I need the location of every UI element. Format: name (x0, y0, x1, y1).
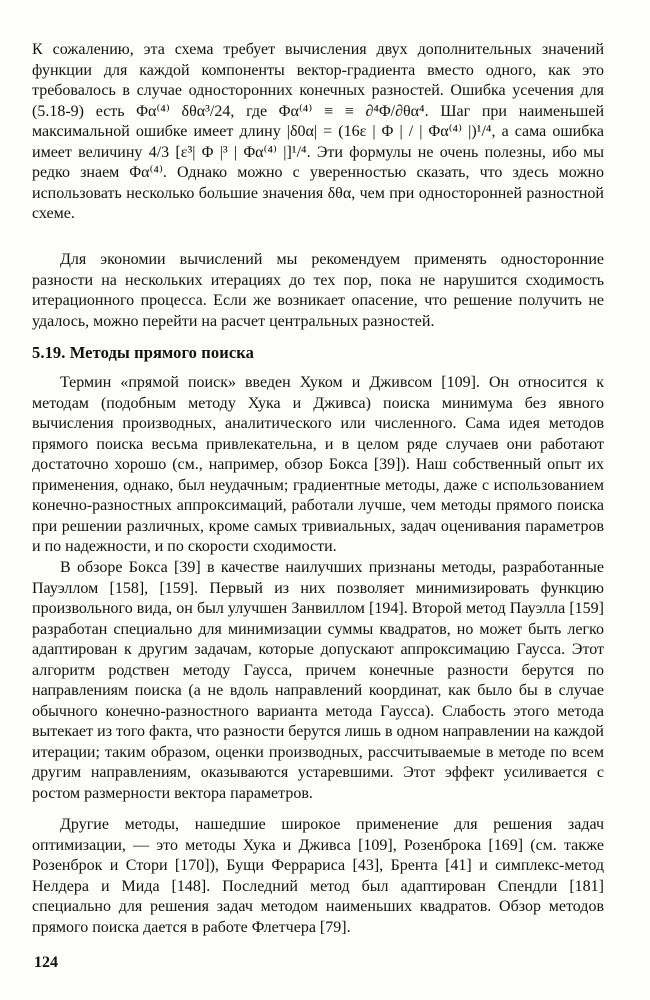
paragraph-other-methods: Другие методы, нашедшие широкое применение для решения задач оптимизации, — это методы Хука и Дживса [109], Розенброка [169] (см. также Розенброк и Стори [170]), Бущи Феррариса [43], Брента [41] и симплекс-метод Нелдера и Мида [148]. Последний метод был адаптирован Спендли [181] специально для решения задач методом наименьших квадратов. Обзор методов прямого поиска дается в работе Флетчера [79]. (32, 816, 604, 936)
paragraph-direct-search-intro: Термин «прямой поиск» введен Хуком и Дживсом [109]. Он относится к методам (подобным методу Хука и Дживса) поиска минимума без явного вычисления производных, аналитического или численного. Сама идея методов прямого поиска весьма привлекательна, и в целом ряде случаев они работают достаточно хорошо (см., например, обзор Бокса [39]). Наш собственный опыт их применения, однако, был неудачным; градиентные методы, даже с использованием конечно-разностных аппроксимаций, работали лучше, чем методы прямого поиска при решении различных, кроме самых тривиальных, задач оценивания параметров и по надежности, и по скорости сходимости. (32, 374, 604, 556)
page-number: 124 (34, 954, 58, 971)
paragraph-truncation-error: К сожалению, эта схема требует вычисления двух дополнительных значений функции для каждой компоненты вектор-градиента вместо одного, как это требовалось в случае односторонних конечных разностей. Ошибка усечения для (5.18-9) есть Φα⁽⁴⁾ δθα³/24, где Φα⁽⁴⁾ ≡ ≡ ∂⁴Φ/∂θα⁴. Шаг при наименьшей максимальной ошибке имеет длину |δ0α| = (16ε | Φ | / | Φα⁽⁴⁾ |)¹/⁴, а сама ошибка имеет величину 4/3 [ε³| Φ |³ | Φα⁽⁴⁾ |]¹/⁴. Эти формулы не очень полезны, ибо мы редко знаем Φα⁽⁴⁾. Однако можно с уверенностью сказать, что здесь можно использовать несколько большие значения δθα, чем при односторонней разностной схеме. (32, 41, 604, 223)
section-heading: 5.19. Методы прямого поиска (32, 343, 254, 362)
paragraph-powell-methods: В обзоре Бокса [39] в качестве наилучших признаны методы, разработанные Пауэллом [158], [159]. Первый из них позволяет минимизировать функцию произвольного вида, он был улучшен Занвиллом [194]. Второй метод Пауэлла [159] разработан специально для минимизации суммы квадратов, но может быть легко адаптирован к другим задачам, которые допускают аппроксимацию Гаусса. Этот алгоритм родствен методу Гаусса, причем конечные разности берутся по направлениям поиска (а не вдоль направлений координат, как было бы в случае обычного конечно-разностного варианта метода Гаусса). Слабость этого метода вытекает из того факта, что разности берутся лишь в одном направлении на каждой итерации; таким образом, оценки производных, рассчитываемые в методе по всем другим направлениям, оказываются устаревшими. Этот эффект усиливается с ростом размерности вектора параметров. (32, 559, 604, 803)
paragraph-recommendation: Для экономии вычислений мы рекомендуем применять односторонние разности на нескольких итерациях до тех пор, пока не нарушится сходимость итерационного процесса. Если же возникает опасение, что решение получить не удалось, можно перейти на расчет центральных разностей. (32, 251, 604, 330)
